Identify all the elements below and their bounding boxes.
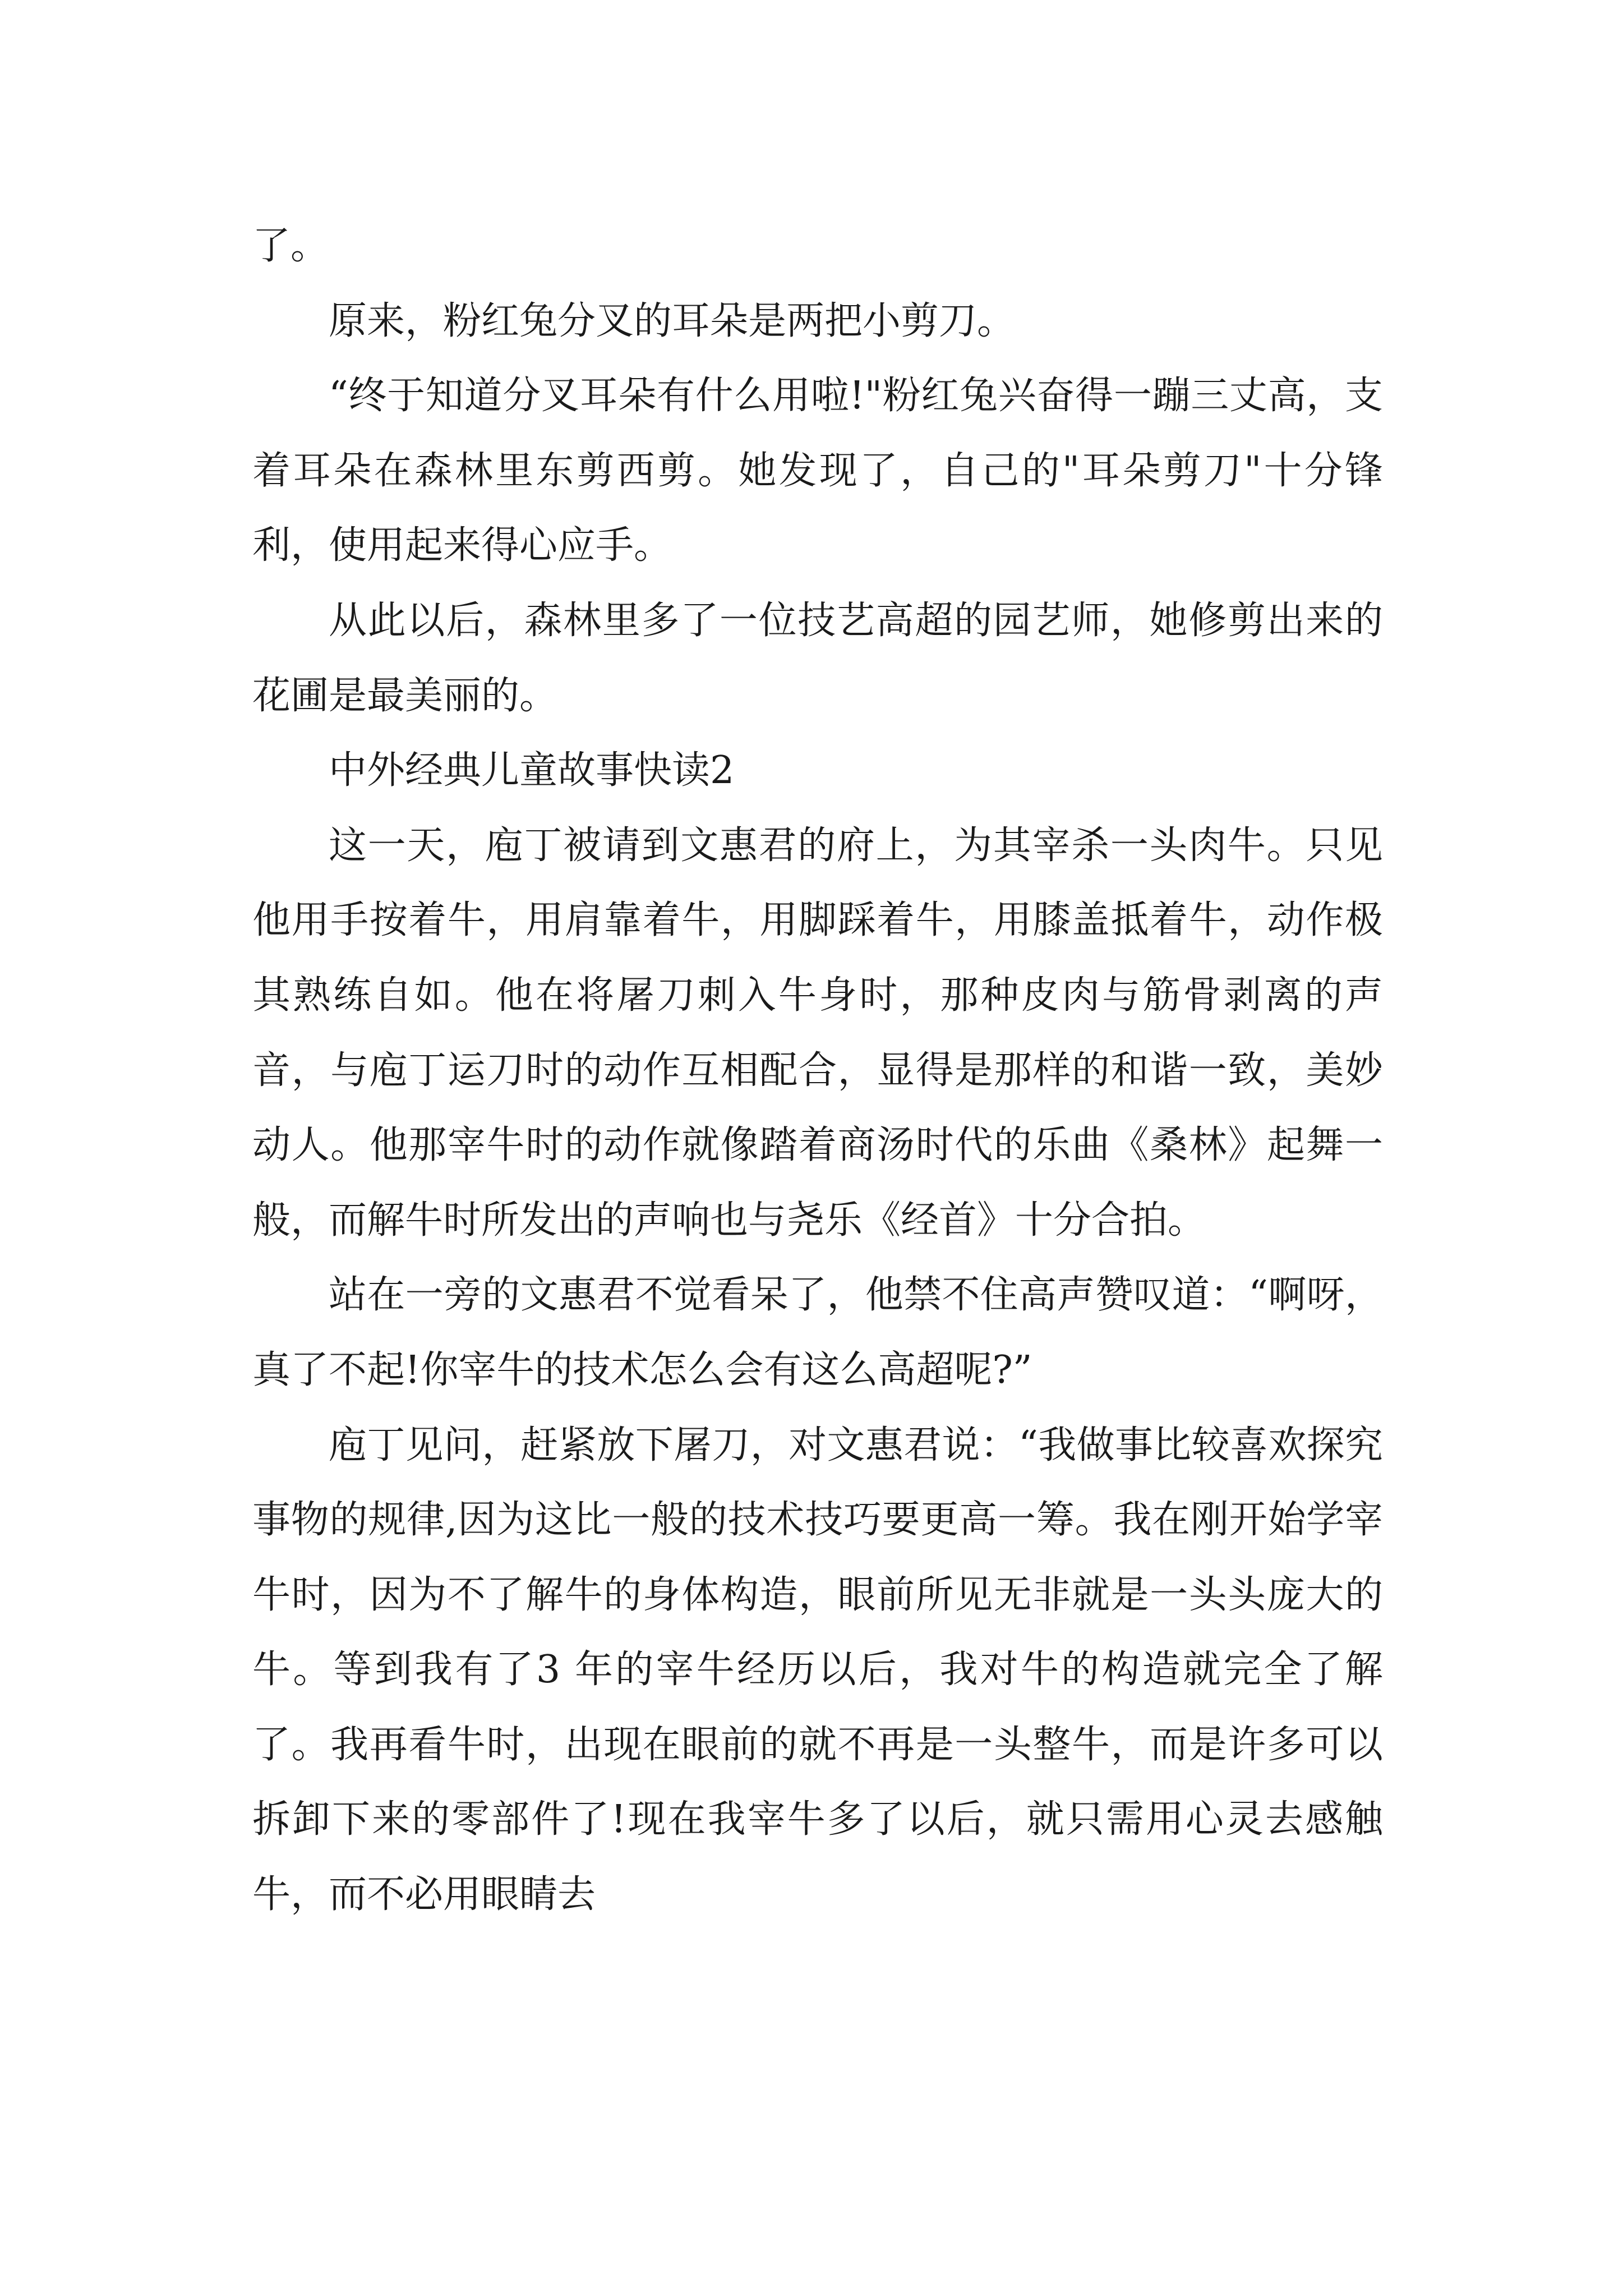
paragraph: 从此以后，森林里多了一位技艺高超的园艺师，她修剪出来的花圃是最美丽的。: [252, 598, 1383, 718]
paragraph: “终于知道分叉耳朵有什么用啦!"粉红兔兴奋得一蹦三丈高，支着耳朵在森林里东剪西剪。她发现了，自己的"耳朵剪刀"十分锋利，使用起来得心应手。: [252, 374, 1383, 568]
paragraph: 原来，粉红兔分叉的耳朵是两把小剪刀。: [329, 298, 1016, 343]
paragraph: 站在一旁的文惠君不觉看呆了，他禁不住高声赞叹道：“啊呀，真了不起!你宰牛的技术怎么会有这么高超呢?”: [252, 1273, 1383, 1392]
section-title: 中外经典儿童故事快读2: [329, 748, 735, 793]
paragraph: 庖丁见问，赶紧放下屠刀，对文惠君说：“我做事比较喜欢探究事物的规律,因为这比一般的技术技巧要更高一筹。我在刚开始学宰牛时，因为不了解牛的身体构造，眼前所见无非就是一头头庞大的牛。等到我有了3 年的宰牛经历以后，我对牛的构造就完全了解了。我再看牛时，出现在眼前的就不再是一头整牛，而是许多可以拆卸下来的零部件了!现在我宰牛多了以后，就只需用心灵去感触牛，而不必用眼睛去: [252, 1423, 1384, 1917]
document-body: [252, 209, 1383, 1932]
paragraph: 这一天，庖丁被请到文惠君的府上，为其宰杀一头肉牛。只见他用手按着牛，用肩靠着牛，用脚踩着牛，用膝盖抵着牛，动作极其熟练自如。他在将屠刀刺入牛身时，那种皮肉与筋骨剥离的声音，与庖丁运刀时的动作互相配合，显得是那样的和谐一致，美妙动人。他那宰牛时的动作就像踏着商汤时代的乐曲《桑林》起舞一般，而解牛时所发出的声响也与尧乐《经首》十分合拍。: [252, 823, 1383, 1243]
paragraph: 了。: [252, 224, 329, 268]
